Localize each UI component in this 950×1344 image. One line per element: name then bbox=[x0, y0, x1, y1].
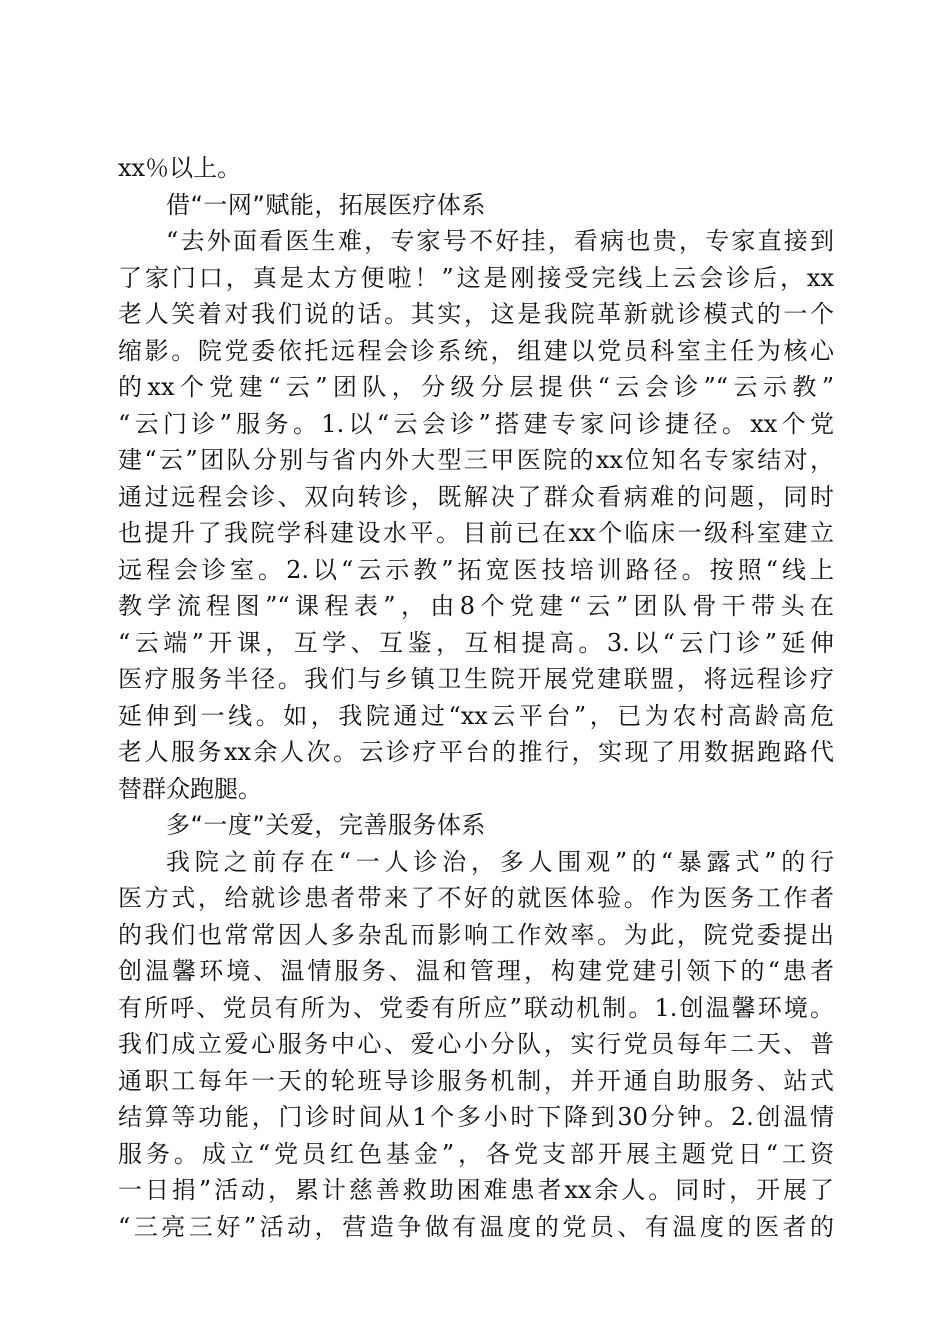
paragraph-line: 老人服务xx余人次。云诊疗平台的推行，实现了用数据跑路代 bbox=[118, 738, 834, 766]
paragraph-line: 缩影。院党委依托远程会诊系统，组建以党员科室主任为核心 bbox=[118, 336, 834, 365]
paragraph-line: 通职工每年一天的轮班导诊服务机制，并开通自助服务、站式 bbox=[118, 1066, 834, 1095]
paragraph-line: 结算等功能，门诊时间从1个多小时下降到30分钟。2.创温情 bbox=[118, 1103, 834, 1131]
paragraph-line: “去外面看医生难，专家号不好挂，看病也贵，专家直接到 bbox=[166, 227, 834, 255]
paragraph-line: 有所呼、党员有所为、党委有所应”联动机制。1.创温馨环境。 bbox=[118, 993, 834, 1022]
paragraph-line: 也提升了我院学科建设水平。目前已在xx个临床一级科室建立 bbox=[118, 519, 834, 547]
document-page bbox=[118, 150, 834, 1245]
paragraph-line: 教学流程图”“课程表”，由8个党建“云”团队骨干带头在 bbox=[118, 592, 834, 620]
paragraph-line: 通过远程会诊、双向转诊，既解决了群众看病难的问题，同时 bbox=[118, 482, 834, 511]
paragraph-line: 服务。成立“党员红色基金”，各党支部开展主题党日“工资 bbox=[118, 1139, 834, 1168]
paragraph-line: 一日捐”活动，累计慈善救助困难患者xx余人。同时，开展了 bbox=[118, 1176, 834, 1204]
paragraph-line: 远程会诊室。2.以“云示教”拓宽医技培训路径。按照“线上 bbox=[118, 555, 834, 584]
section-heading: 借“一网”赋能，拓展医疗体系 bbox=[166, 190, 486, 219]
paragraph-line: 老人笑着对我们说的话。其实，这是我院革新就诊模式的一个 bbox=[118, 300, 834, 328]
paragraph-line: 创温馨环境、温情服务、温和管理，构建党建引领下的“患者 bbox=[118, 957, 834, 985]
section-heading: 多“一度”关爱，完善服务体系 bbox=[166, 811, 486, 839]
section2-paragraph bbox=[118, 844, 834, 1246]
paragraph-line: xx％以上。 bbox=[118, 154, 242, 182]
paragraph-line: 的xx个党建“云”团队，分级分层提供“云会诊”“云示教” bbox=[118, 373, 834, 401]
paragraph-line: 医疗服务半径。我们与乡镇卫生院开展党建联盟，将远程诊疗 bbox=[118, 665, 834, 693]
paragraph-line: 的我们也常常因人多杂乱而影响工作效率。为此，院党委提出 bbox=[118, 920, 834, 949]
paragraph-line: 我们成立爱心服务中心、爱心小分队，实行党员每年二天、普 bbox=[118, 1030, 834, 1058]
section1-paragraph bbox=[118, 223, 834, 807]
paragraph-line: “云门诊”服务。1.以“云会诊”搭建专家问诊捷径。xx个党 bbox=[118, 409, 834, 438]
paragraph-line: 了家门口，真是太方便啦！”这是刚接受完线上云会诊后，xx bbox=[118, 263, 834, 292]
paragraph-line: “三亮三好”活动，营造争做有温度的党员、有温度的医者的 bbox=[118, 1212, 834, 1241]
paragraph-line: 建“云”团队分别与省内外大型三甲医院的xx位知名专家结对， bbox=[118, 446, 834, 474]
paragraph-line: 延伸到一线。如，我院通过“xx云平台”，已为农村高龄高危 bbox=[118, 701, 834, 730]
paragraph-line: 替群众跑腿。 bbox=[118, 774, 262, 803]
paragraph-line: “云端”开课，互学、互鉴，互相提高。3.以“云门诊”延伸 bbox=[118, 628, 834, 657]
paragraph-line: 医方式，给就诊患者带来了不好的就医体验。作为医务工作者 bbox=[118, 884, 834, 912]
paragraph-line: 我院之前存在“一人诊治，多人围观”的“暴露式”的行 bbox=[166, 847, 834, 876]
